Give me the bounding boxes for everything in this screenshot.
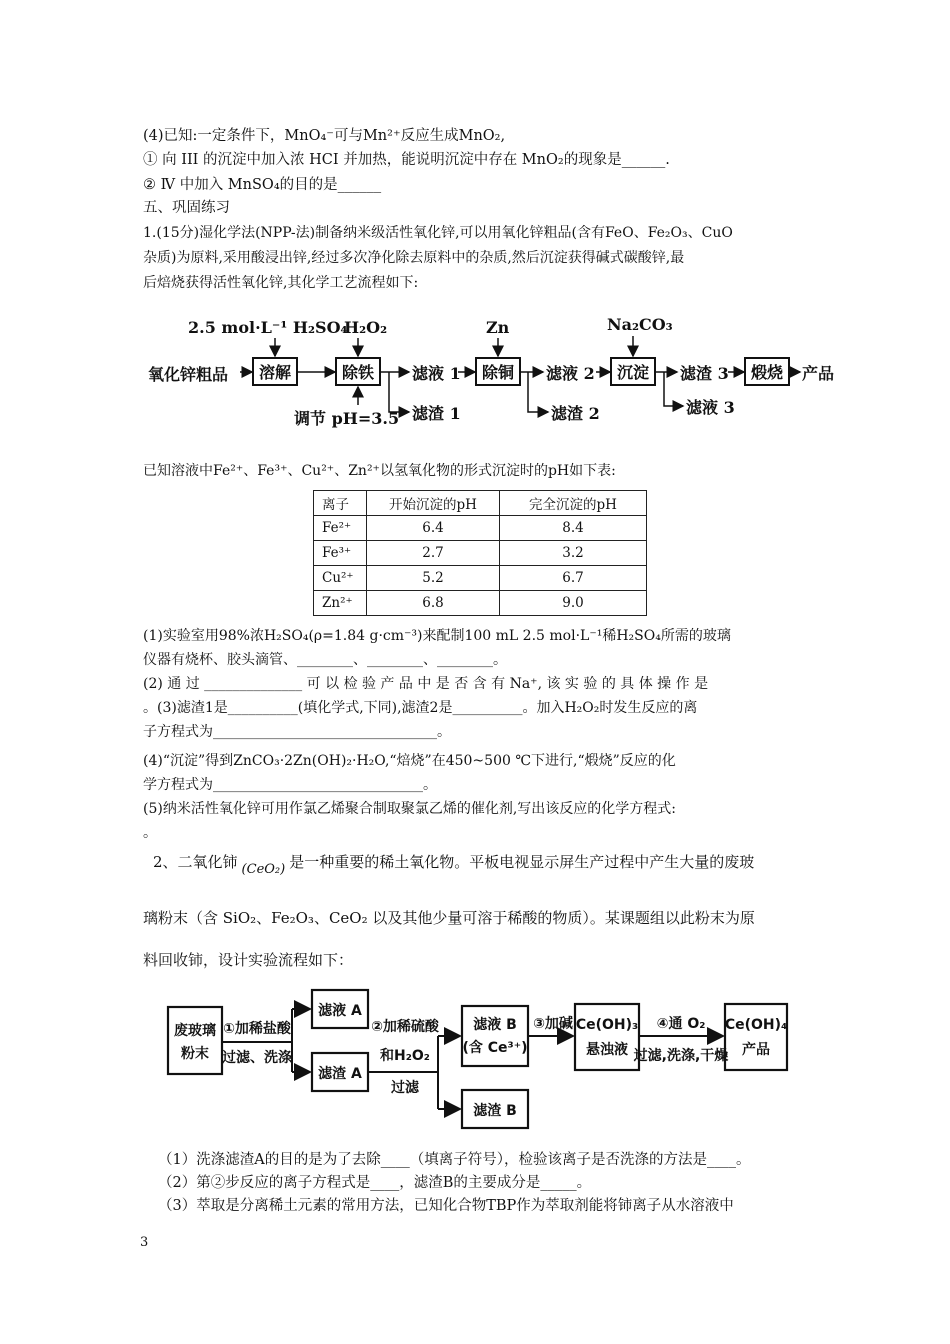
problem2-line-3: 料回收铈，设计实验流程如下： bbox=[143, 951, 354, 969]
q2-line-2: （2）第②步反应的离子方程式是____，滤渣B的主要成分是_____。 bbox=[158, 1175, 592, 1191]
box-ceoh4 bbox=[725, 1004, 787, 1070]
table-cell: 9.0 bbox=[500, 591, 647, 616]
residue-2: 滤渣 2 bbox=[551, 404, 600, 423]
q4-line-3: ② Ⅳ 中加入 MnSO₄的目的是______ bbox=[143, 177, 382, 193]
table-cell: Zn²⁺ bbox=[314, 591, 367, 616]
box-dissolve-label: 溶解 bbox=[258, 363, 292, 382]
question-5-line-2: 。 bbox=[143, 825, 157, 841]
box-ceoh3 bbox=[575, 1004, 639, 1070]
table-intro: 已知溶液中Fe²⁺、Fe³⁺、Cu²⁺、Zn²⁺以氢氧化物的形式沉淀时的pH如下表: bbox=[143, 463, 616, 479]
question-4-line-2: 学方程式为______________________________。 bbox=[143, 777, 437, 793]
problem2-intro: 2、二氧化铈 bbox=[153, 853, 238, 871]
waste-glass-label-2: 粉末 bbox=[181, 1046, 209, 1062]
step2-reagent: ②加稀硫酸 bbox=[371, 1019, 439, 1035]
problem2-intro-rest: 是一种重要的稀土氧化物。平板电视显示屏生产过程中产生大量的废玻 bbox=[289, 853, 755, 871]
step4-operation: 过滤,洗涤,干燥 bbox=[633, 1048, 729, 1064]
q4-line-2: ① 向 III 的沉淀中加入浓 HCI 并加热，能说明沉淀中存在 MnO₂的现象是______. bbox=[143, 152, 670, 168]
q2-line-1: （1）洗涤滤渣A的目的是为了去除____（填离子符号），检验该离子是否洗涤的方法是____。 bbox=[158, 1152, 751, 1168]
table-cell: 6.4 bbox=[367, 516, 500, 541]
waste-glass-label: 废玻璃 bbox=[174, 1023, 216, 1039]
table-cell: Fe³⁺ bbox=[314, 541, 367, 566]
step3-reagent: ③加碱 bbox=[533, 1016, 573, 1032]
residue-1: 滤渣 1 bbox=[412, 404, 461, 423]
filtrate-3: 滤液 3 bbox=[686, 398, 735, 417]
filtrate-2: 滤液 2 bbox=[546, 364, 595, 383]
table-cell: 2.7 bbox=[367, 541, 500, 566]
question-2-line-2: 。(3)滤渣1是__________(填化学式,下同),滤渣2是__________。加入H₂O₂时发生反应的离 bbox=[143, 700, 698, 716]
table-cell: 3.2 bbox=[500, 541, 647, 566]
table-header: 完全沉淀的pH bbox=[500, 491, 647, 516]
box-filtrate-b bbox=[462, 1006, 528, 1066]
question-2-line-1: (2) 通 过 ______________ 可 以 检 验 产 品 中 是 否 含 有 Na⁺, 该 实 验 的 具 体 操 作 是 bbox=[143, 676, 709, 692]
problem2-line-2: 璃粉末（含 SiO₂、Fe₂O₃、CeO₂ 以及其他少量可溶于稀酸的物质）。某课题组以此粉末为原 bbox=[143, 909, 755, 927]
filtrate-b-label: 滤液 B bbox=[473, 1017, 517, 1033]
residue-3: 滤渣 3 bbox=[680, 364, 729, 383]
suspension-label: 悬浊液 bbox=[586, 1042, 628, 1058]
step2-reagent-2: 和H₂O₂ bbox=[380, 1048, 430, 1064]
question-1-line-2: 仪器有烧杯、胶头滴管、________、________、________。 bbox=[143, 652, 507, 668]
start-material: 氧化锌粗品 bbox=[148, 365, 229, 384]
step2-operation: 过滤 bbox=[391, 1080, 419, 1096]
problem1-line-1: 1.(15分)湿化学法(NPP-法)制备纳米级活性氧化锌,可以用氧化锌粗品(含有FeO、Fe₂O₃、CuO bbox=[143, 225, 733, 241]
residue-a-label: 滤渣 A bbox=[318, 1066, 362, 1082]
problem1-line-3: 后焙烧获得活性氧化锌,其化学工艺流程如下: bbox=[143, 275, 419, 291]
question-1-line-1: (1)实验室用98%浓H₂SO₄(ρ=1.84 g·cm⁻³)来配制100 mL 2.5 mol·L⁻¹稀H₂SO₄所需的玻璃 bbox=[143, 628, 731, 644]
reagent-na2co3: Na₂CO₃ bbox=[607, 315, 673, 334]
question-5-line-1: (5)纳米活性氧化锌可用作氯乙烯聚合制取聚氯乙烯的催化剂,写出该反应的化学方程式: bbox=[143, 801, 676, 817]
ceo2-formula: (CeO₂) bbox=[241, 862, 286, 877]
question-4-line-1: (4)“沉淀”得到ZnCO₃·2Zn(OH)₂·H₂O,“焙烧”在450~500 ℃下进行,“煅烧”反应的化 bbox=[143, 753, 676, 769]
table-cell: Fe²⁺ bbox=[314, 516, 367, 541]
q2-line-3: （3）萃取是分离稀土元素的常用方法，已知化合物TBP作为萃取剂能将铈离子从水溶液中 bbox=[158, 1198, 734, 1214]
box-precipitate-label: 沉淀 bbox=[616, 363, 650, 382]
reagent-h2o2: H₂O₂ bbox=[344, 318, 388, 337]
table-header: 开始沉淀的pH bbox=[367, 491, 500, 516]
filtrate-b-ce3: (含 Ce³⁺) bbox=[462, 1040, 528, 1056]
table-cell: 6.8 bbox=[367, 591, 500, 616]
step1-reagent: ①加稀盐酸 bbox=[223, 1021, 291, 1037]
table-cell: 6.7 bbox=[500, 566, 647, 591]
q4-line-1: (4)已知:一定条件下，MnO₄⁻可与Mn²⁺反应生成MnO₂, bbox=[143, 128, 506, 144]
box-calcine-label: 煅烧 bbox=[750, 363, 784, 382]
ceoh3-label: Ce(OH)₃ bbox=[575, 1017, 639, 1033]
problem1-line-2: 杂质)为原料,采用酸浸出锌,经过多次净化除去原料中的杂质,然后沉淀获得碱式碳酸锌,最 bbox=[143, 250, 685, 266]
filtrate-a-label: 滤液 A bbox=[318, 1003, 362, 1019]
step4-reagent: ④通 O₂ bbox=[656, 1016, 706, 1032]
table-cell: Cu²⁺ bbox=[314, 566, 367, 591]
reagent-zn: Zn bbox=[486, 318, 510, 337]
table-cell: 5.2 bbox=[367, 566, 500, 591]
ceoh4-product-label: 产品 bbox=[742, 1042, 770, 1058]
question-3-line: 子方程式为________________________________。 bbox=[143, 724, 451, 740]
ceoh4-label: Ce(OH)₄ bbox=[724, 1017, 788, 1033]
page-number: 3 bbox=[140, 1235, 149, 1250]
step1-operation: 过滤、洗涤 bbox=[222, 1050, 292, 1066]
table-cell: 8.4 bbox=[500, 516, 647, 541]
box-remove-iron-label: 除铁 bbox=[341, 363, 375, 382]
box-waste-glass bbox=[168, 1007, 222, 1074]
reagent-h2so4: 2.5 mol·L⁻¹ H₂SO₄ bbox=[188, 318, 348, 337]
box-remove-copper-label: 除铜 bbox=[481, 363, 515, 382]
ph-adjust: 调节 pH=3.5 bbox=[294, 409, 400, 428]
product-label: 产品 bbox=[802, 364, 835, 383]
filtrate-1: 滤液 1 bbox=[412, 364, 461, 383]
residue-b-label: 滤渣 B bbox=[473, 1103, 517, 1119]
section-heading: 五、巩固练习 bbox=[143, 200, 230, 216]
table-header: 离子 bbox=[314, 491, 367, 516]
